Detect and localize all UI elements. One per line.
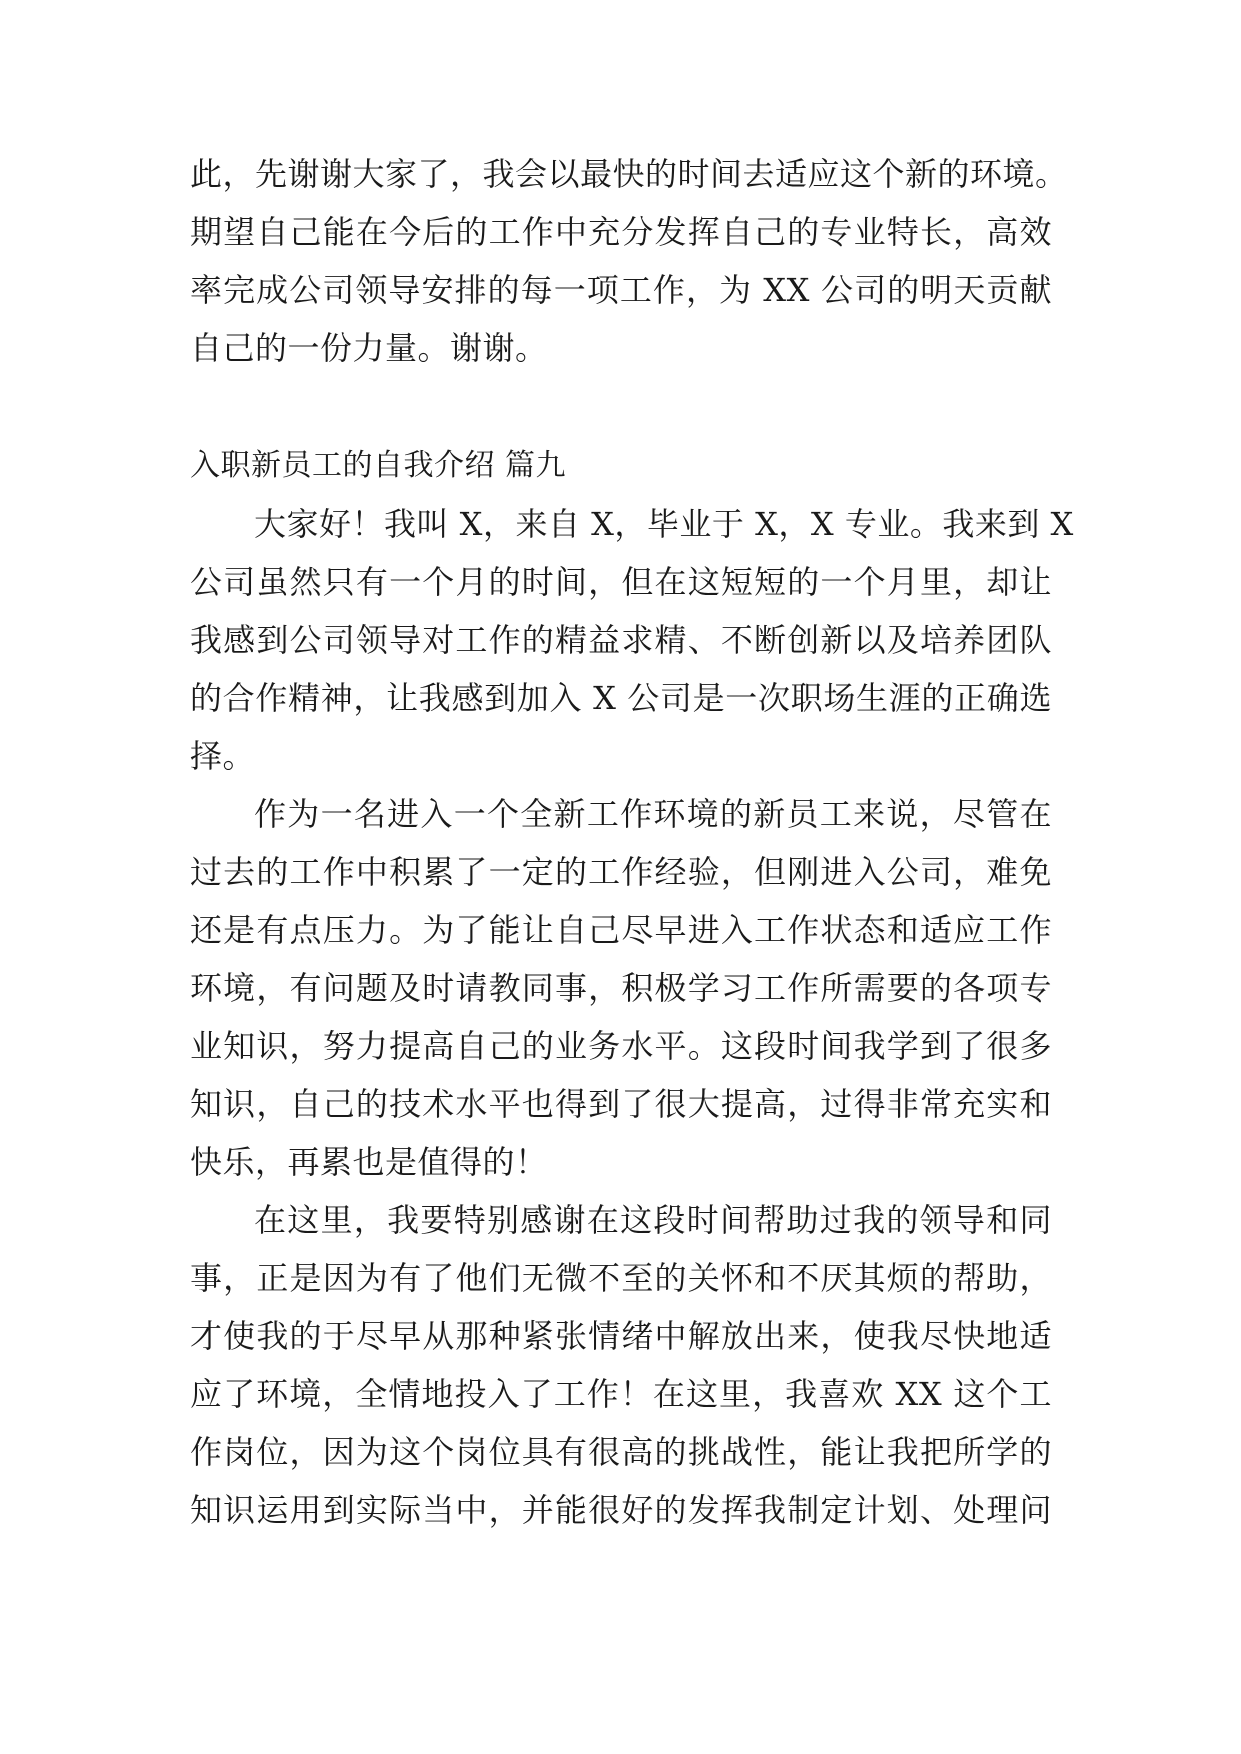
text-line: 此，先谢谢大家了，我会以最快的时间去适应这个新的环境。 [190, 155, 1068, 193]
paragraph-3 [190, 1191, 1052, 1539]
text-line: 择。 [190, 737, 256, 775]
text-line: 我感到公司领导对工作的精益求精、不断创新以及培养团队 [190, 621, 1052, 659]
text-line: 快乐，再累也是值得的！ [190, 1143, 548, 1181]
text-line: 过去的工作中积累了一定的工作经验，但刚进入公司，难免 [190, 853, 1052, 891]
text-line: 的合作精神，让我感到加入 X 公司是一次职场生涯的正确选 [190, 679, 1052, 717]
text-line: 自己的一份力量。谢谢。 [190, 329, 548, 367]
text-line: 应了环境，全情地投入了工作！在这里，我喜欢 XX 这个工 [190, 1375, 1052, 1413]
paragraph-intro [190, 145, 1068, 377]
document-body [190, 145, 1074, 1539]
text-line: 作为一名进入一个全新工作环境的新员工来说，尽管在 [254, 795, 1052, 833]
text-line: 知识，自己的技术水平也得到了很大提高，过得非常充实和 [190, 1085, 1052, 1123]
text-line: 知识运用到实际当中，并能很好的发挥我制定计划、处理问 [190, 1491, 1052, 1529]
text-line: 期望自己能在今后的工作中充分发挥自己的专业特长，高效 [190, 213, 1052, 251]
text-line: 大家好！我叫 X，来自 X，毕业于 X，X 专业。我来到 X [254, 505, 1074, 543]
section-heading: 入职新员工的自我介绍 篇九 [190, 448, 567, 483]
paragraph-1 [190, 495, 1074, 785]
text-line: 业知识，努力提高自己的业务水平。这段时间我学到了很多 [190, 1027, 1052, 1065]
paragraph-2 [190, 785, 1052, 1191]
text-line: 事，正是因为有了他们无微不至的关怀和不厌其烦的帮助， [190, 1259, 1052, 1297]
text-line: 还是有点压力。为了能让自己尽早进入工作状态和适应工作 [190, 911, 1052, 949]
text-line: 作岗位，因为这个岗位具有很高的挑战性，能让我把所学的 [190, 1433, 1052, 1471]
text-line: 率完成公司领导安排的每一项工作，为 XX 公司的明天贡献 [190, 271, 1052, 309]
text-line: 在这里，我要特别感谢在这段时间帮助过我的领导和同 [254, 1201, 1052, 1239]
section-gap [190, 377, 1052, 437]
text-line: 公司虽然只有一个月的时间，但在这短短的一个月里，却让 [190, 563, 1052, 601]
text-line: 才使我的于尽早从那种紧张情绪中解放出来，使我尽快地适 [190, 1317, 1052, 1355]
text-line: 环境，有问题及时请教同事，积极学习工作所需要的各项专 [190, 969, 1052, 1007]
